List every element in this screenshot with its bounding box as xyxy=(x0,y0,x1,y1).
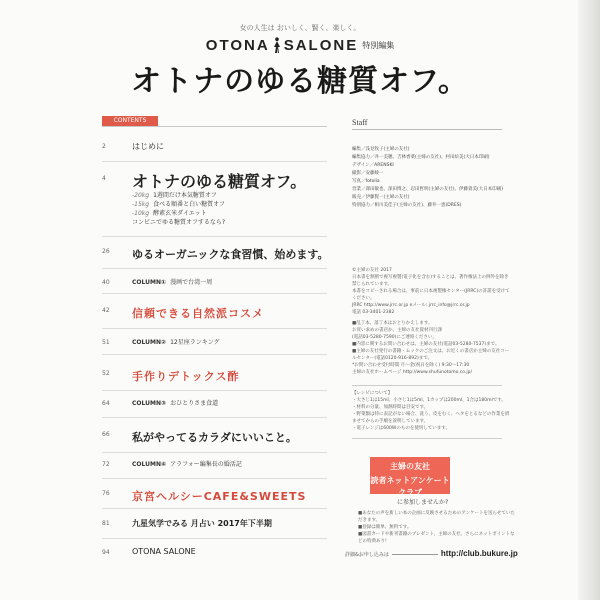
toc-page-number: 81 xyxy=(102,520,110,527)
toc-page-number: 51 xyxy=(102,339,110,346)
column-label: COLUMN① xyxy=(132,279,167,286)
staff-line: 営業／澤田敏也、深田博之、忍田哲明(主婦の友社)、伊藤貴美(大日本印刷) xyxy=(352,187,504,192)
toc-title: 漫画で台湾一周 xyxy=(170,279,213,286)
toc-page-number: 2 xyxy=(102,143,106,150)
toc-page-number: 52 xyxy=(102,370,110,377)
divider xyxy=(102,538,327,539)
toc-title: ゆるオーガニックな食習慣、始めます。 xyxy=(132,248,329,261)
toc-item[interactable] xyxy=(102,169,332,189)
divider xyxy=(102,236,327,237)
staff-heading: Staff xyxy=(352,118,368,127)
toc-page-number: 72 xyxy=(102,461,110,468)
toc-title: OTONA SALONE xyxy=(132,547,196,556)
column-label: COLUMN② xyxy=(132,339,167,346)
toc-page-number: 94 xyxy=(102,549,110,556)
page-title: オトナのゆる糖質オフ。 xyxy=(131,64,469,99)
divider xyxy=(102,161,327,162)
toc-title: 京宮ヘルシーCAFE&SWEETS xyxy=(132,490,307,503)
toc-page-number: 26 xyxy=(102,248,110,255)
toc-sub-item[interactable]: -20kg 1週間だけ本気糖質オフ xyxy=(132,192,217,199)
toc-item[interactable] xyxy=(102,398,332,408)
toc-title: 九星気学でみる 月占い 2017年下半期 xyxy=(132,519,272,528)
toc-title: 信頼できる自然派コスメ xyxy=(132,307,264,320)
toc-item[interactable] xyxy=(102,459,332,469)
info-line: *お問い合わせ受付時間 月〜金(祝日を除く) 9:30〜17:30 xyxy=(352,363,470,368)
toc-sub-item[interactable]: -10kg 酵素玄米ダイエット xyxy=(132,210,207,217)
toc-title: アラフォー編集長の婚活記 xyxy=(170,461,242,468)
club-subtitle: 読者ネットアンケートクラブ xyxy=(370,476,450,497)
toc-item[interactable] xyxy=(102,488,332,502)
divider xyxy=(102,126,327,127)
tagline: 女の人生は おいしく、賢く、楽しく。 xyxy=(239,24,361,32)
info-line: (電話03-5280-7590)にご連絡ください。 xyxy=(352,335,437,340)
toc-item[interactable] xyxy=(102,429,332,443)
club-name: 主婦の友社 xyxy=(390,462,430,471)
info-line[interactable]: 主婦の友社ホームページ http://www.shufunotomo.co.jp/ xyxy=(352,370,472,375)
club-url-label: 詳細&お申し込みは xyxy=(345,552,389,558)
toc-page-number: 66 xyxy=(102,431,110,438)
divider xyxy=(352,438,502,439)
toc-sub-item[interactable]: コンビニでゆる糖質オフするなら? xyxy=(132,219,226,226)
toc-title: 手作りデトックス酢 xyxy=(132,370,240,383)
toc-page-number: 42 xyxy=(102,307,110,314)
staff-line: 販売／伊藤賢一(主婦の友社) xyxy=(352,195,410,200)
staff-line: 特別協力／相川美佳子(主婦の友社)、藤井一恵(DRES) xyxy=(352,203,462,208)
staff-line: 写真／fotolia xyxy=(352,179,380,184)
info-line: ©主婦の友社 2017 xyxy=(352,268,392,273)
woman-silhouette-icon xyxy=(272,37,282,53)
toc-sub-item[interactable]: -15kg 食べる順番と白い糖質オフ xyxy=(132,201,225,208)
info-line: ・材料の分量、加熱時間は目安です。 xyxy=(352,405,429,410)
special-edition: 特別編集 xyxy=(362,41,395,50)
divider xyxy=(352,129,502,130)
info-line: ・電子レンジは600Wのものを使用しています。 xyxy=(352,426,450,431)
divider xyxy=(352,385,502,386)
toc-item[interactable] xyxy=(102,518,332,530)
divider xyxy=(102,268,327,269)
info-line: お買い求めの書店か、主婦の友社資材刊行課 xyxy=(352,328,442,333)
toc-sub-list xyxy=(132,191,362,231)
info-line: ・大さじ1は15ml、小さじ1は5ml、1カップは200ml、1合は180mlです。 xyxy=(352,398,506,403)
toc-title: はじめに xyxy=(132,142,164,151)
info-line: ・野菜類は特に表記がない場合、洗う、皮をむく、ヘタをとるなどの作業を済ませてからの手順を説明しています。 xyxy=(352,412,510,424)
club-bullet: ■あなたの声を新しい本の企画に反映させるためのアンケートを送らせていただきます。 xyxy=(358,511,515,523)
toc-item[interactable] xyxy=(102,141,332,153)
club-bullets xyxy=(358,510,518,545)
divider xyxy=(102,354,327,355)
reader-club-banner[interactable] xyxy=(370,457,450,497)
toc-page-number: 64 xyxy=(102,400,110,407)
arrow-right-icon xyxy=(392,554,438,555)
toc-page-number: 4 xyxy=(102,175,106,182)
toc-item[interactable] xyxy=(102,337,332,347)
club-bullet: ■図書カードや新刊書籍のプレゼント、主婦の友社、さらにネットポイントなどの特典あり! xyxy=(358,532,515,544)
contact-block xyxy=(352,320,512,376)
brand-logo xyxy=(0,37,600,54)
info-line: ■内容に関するお問い合わせは、主婦の友社(電話03-5280-7537)まで。 xyxy=(352,342,500,347)
staff-line: 編集協力／井一美穂、吉林香菜(主婦の友社)、村田絵美(大日本印刷) xyxy=(352,155,490,160)
info-line: ■主婦の友社発行の書籍・ムックのご注文は、お近くの書店か主婦の友社コールセンター(電話0120-916-892)まで。 xyxy=(352,349,510,361)
info-line: 本書をコピーされる場合は、事前に日本複製権センター(JRRC)の許諾を受けてください。 xyxy=(352,289,510,301)
column-label: COLUMN③ xyxy=(132,400,167,407)
contents-label: CONTENTS xyxy=(102,116,158,126)
toc-item[interactable] xyxy=(102,305,332,319)
divider xyxy=(102,452,327,453)
recipe-note xyxy=(352,390,512,432)
brand-left: OTONA xyxy=(205,37,270,54)
brand-right: SALONE xyxy=(283,37,359,54)
toc-title: 12星座ランキング xyxy=(170,339,220,346)
club-url-link[interactable]: http://club.bukure.jp xyxy=(440,549,518,558)
info-line[interactable]: JRRC http://www.jrrc.or.jp eメール: jrrc_info@jrrc.or.jp xyxy=(352,303,470,308)
club-question: に参加しませんか? xyxy=(397,499,449,506)
staff-line: 撮影／安藤綾一 xyxy=(352,171,384,176)
staff-list xyxy=(352,146,512,210)
toc-item[interactable] xyxy=(102,547,332,559)
toc-item[interactable] xyxy=(102,368,332,382)
info-line: 電話 03-3401-2382 xyxy=(352,310,395,315)
toc-page-number: 76 xyxy=(102,490,110,497)
toc-title: オトナのゆる糖質オフ。 xyxy=(132,172,307,191)
info-line: ■乱丁本、落丁本はおとりかえします。 xyxy=(352,321,433,326)
toc-title: おひとりさま食道 xyxy=(170,400,219,407)
divider xyxy=(102,417,327,418)
recipe-note-heading: 【レシピについて】 xyxy=(352,391,393,396)
divider xyxy=(102,478,327,479)
toc-item[interactable] xyxy=(102,277,332,287)
divider xyxy=(102,293,327,294)
column-label: COLUMN④ xyxy=(132,461,167,468)
divider xyxy=(102,328,327,329)
toc-page-number: 40 xyxy=(102,279,110,286)
club-bullet: ■登録は簡単、無料です。 xyxy=(358,525,412,530)
staff-line: デザイン／ARENSKI xyxy=(352,163,394,168)
copyright-block xyxy=(352,267,512,316)
divider xyxy=(102,508,327,509)
club-url-row xyxy=(345,549,518,558)
info-line: 日本書を無断で複写複製(電子化を含む)することは、著作権法上の例外を除き禁じられています。 xyxy=(352,275,509,287)
toc-item[interactable] xyxy=(102,246,332,260)
staff-line: 編集／浅見牧子(主婦の友社) xyxy=(352,147,410,152)
divider xyxy=(102,390,327,391)
toc-title: 私がやってるカラダにいいこと。 xyxy=(132,431,297,444)
